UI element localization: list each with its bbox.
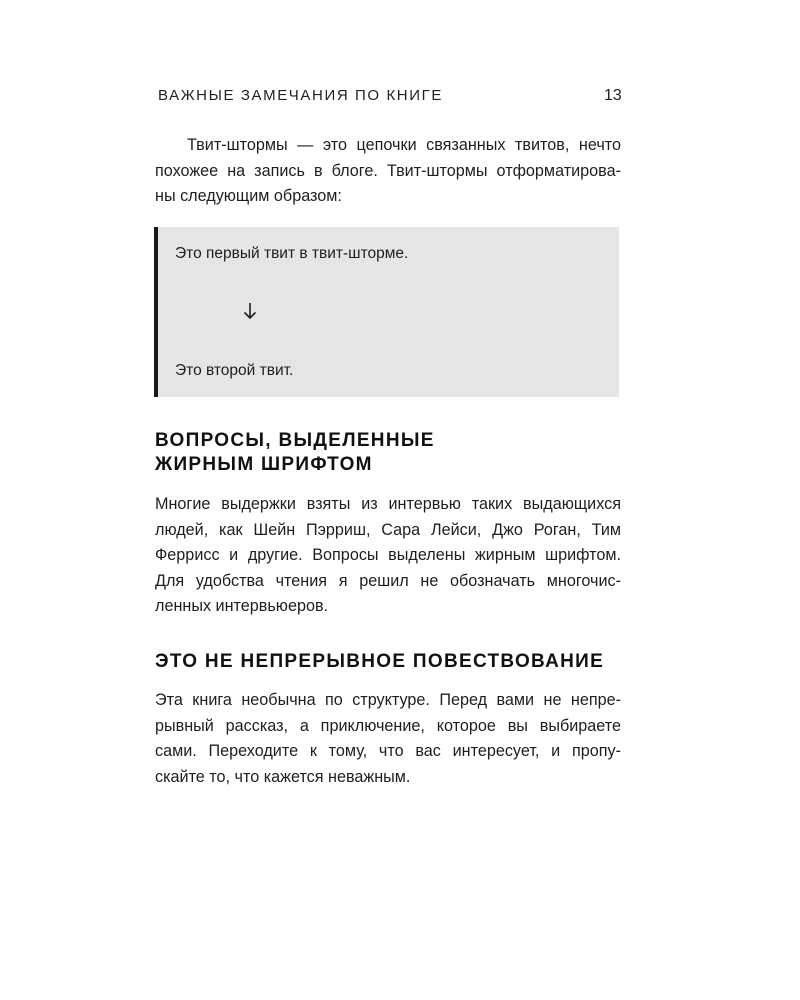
paragraph-line: Феррисс и другие. Вопросы выделены жирным шрифтом. [155,546,621,565]
paragraph-line: рывный рассказ, а приключение, которое вы выбираете [155,716,621,735]
tweet-storm-example [154,227,619,397]
second-tweet-text: Это второй твит. [175,362,294,379]
section-heading-nonlinear: ЭТО НЕ НЕПРЕРЫВНОЕ ПОВЕСТВОВАНИЕ [155,651,605,672]
paragraph-line: людей, как Шейн Пэрриш, Сара Лейси, Джо Роган, Тим [155,520,621,539]
paragraph-line: сами. Переходите к тому, что вас интересует, и пропу- [155,742,621,761]
page-number: 13 [604,87,622,104]
paragraph-line: Многие выдержки взяты из интервью таких выдающихся [155,495,621,513]
intro-line: ны следующим образом: [155,187,342,206]
paragraph-line: Для удобства чтения я решил не обозначать многочис- [155,571,621,590]
arrow-down-icon [242,301,258,321]
intro-paragraph [155,133,621,210]
bold-questions-paragraph [155,492,621,620]
nonlinear-paragraph [155,688,621,790]
first-tweet-text: Это первый твит в твит-шторме. [175,245,409,262]
intro-line: Твит-штормы — это цепочки связанных твитов, нечто [187,136,621,154]
paragraph-line: скайте то, что кажется неважным. [155,767,411,786]
paragraph-line: ленных интервьюеров. [155,597,329,616]
heading-line: ВОПРОСЫ, ВЫДЕЛЕННЫЕ [155,430,435,451]
intro-line: похожее на запись в блоге. Твит-штормы отформатирова- [155,161,621,180]
running-header-title: ВАЖНЫЕ ЗАМЕЧАНИЯ ПО КНИГЕ [158,87,443,104]
paragraph-line: Эта книга необычна по структуре. Перед вами не непре- [155,691,621,709]
heading-line: ЖИРНЫМ ШРИФТОМ [155,454,373,475]
section-heading-bold-questions [155,429,435,477]
